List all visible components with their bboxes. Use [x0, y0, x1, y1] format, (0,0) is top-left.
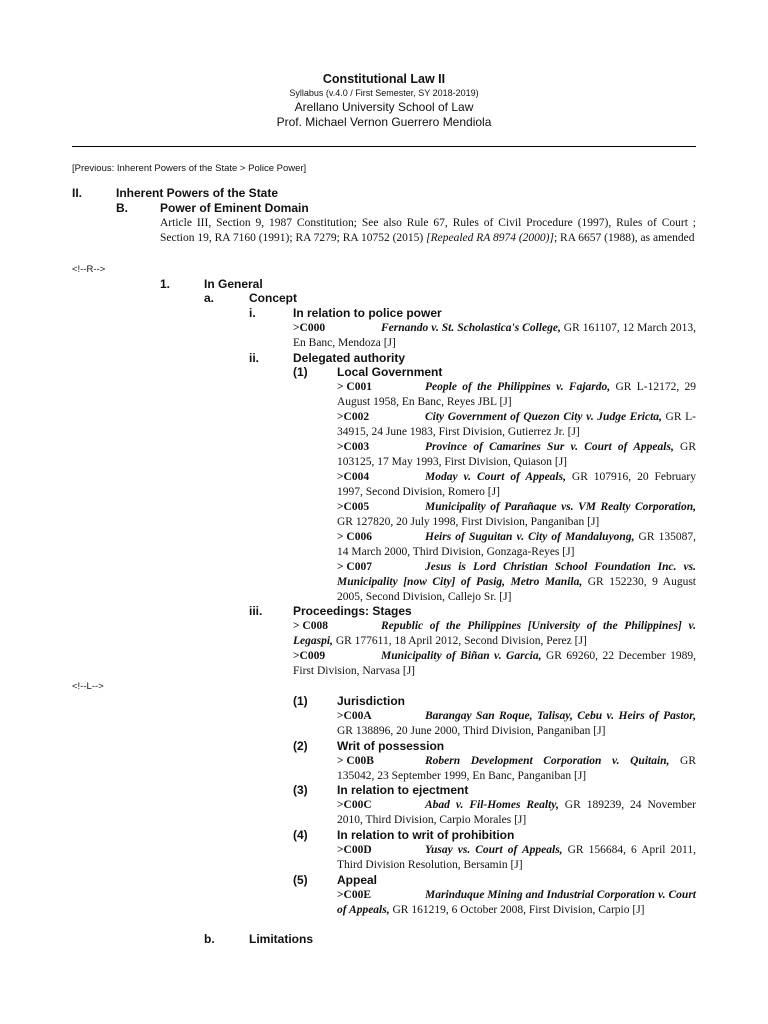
- case-code: > C001: [337, 381, 372, 393]
- case-citation: GR 161107, 12 March 2013, En Banc, Mendoza [J]: [293, 322, 697, 349]
- outline-num-ii-1: (1): [293, 365, 308, 379]
- outline-num-b: b.: [204, 932, 215, 946]
- case-citation: GR 177611, 18 April 2012, Second Division, Perez [J]: [332, 635, 587, 647]
- case-code: >C009: [293, 650, 326, 662]
- case-code: >C00E: [337, 889, 372, 901]
- case-code: >C000: [293, 322, 326, 334]
- case-entry-C00D: [337, 843, 696, 873]
- school-name: Arellano University School of Law: [294, 100, 474, 114]
- case-code: > C006: [337, 531, 372, 543]
- outline-num-iii-5: (5): [293, 873, 308, 887]
- outline-num-iii-3: (3): [293, 783, 308, 797]
- case-code: > C00B: [337, 755, 374, 767]
- references-main: Article III, Section 9, 1987 Constitution; See also Rule 67, Rules of Civil Procedure (1997), Rules of Court ; Section 19, RA 7160 (1991); RA 7279; RA 10752 (2015): [160, 217, 696, 244]
- outline-label-ii: Delegated authority: [293, 351, 406, 365]
- outline-label-iii-1: Jurisdiction: [337, 694, 406, 708]
- case-citation: GR 152230, 9 August 2005, Second Division, Callejo Sr. [J]: [337, 576, 696, 603]
- case-entry-C009: [293, 649, 696, 679]
- case-entry-C00E: [337, 888, 696, 918]
- case-title: Republic of the Philippines [University of the Philippines] v. Legaspi,: [293, 620, 696, 647]
- case-title: Municipality of Parañaque vs. VM Realty Corporation,: [425, 501, 696, 513]
- outline-num-a: a.: [204, 291, 215, 305]
- outline-label-iii-2: Writ of possession: [337, 739, 445, 753]
- case-entry-C007: [337, 560, 696, 605]
- case-citation: GR L-34915, 24 June 1983, First Division, Gutierrez Jr. [J]: [337, 411, 696, 438]
- case-title: Fernando v. St. Scholastica's College,: [381, 322, 561, 334]
- outline-label-iii-3: In relation to ejectment: [337, 783, 469, 797]
- document-subtitle: Syllabus (v.4.0 / First Semester, SY 2018-2019): [289, 88, 479, 98]
- professor-name: Prof. Michael Vernon Guerrero Mendiola: [276, 115, 492, 129]
- outline-num-ii: ii.: [249, 351, 260, 365]
- case-citation: GR 107916, 20 February 1997, Second Division, Romero [J]: [337, 471, 696, 498]
- case-citation: GR 161219, 6 October 2008, First Division, Carpio [J]: [389, 904, 645, 916]
- case-entry-C00A: [337, 709, 696, 739]
- case-entry-C004: [337, 470, 696, 500]
- outline-num-iii-4: (4): [293, 828, 308, 842]
- case-code: > C008: [293, 620, 328, 632]
- outline-num-1: 1.: [160, 277, 171, 291]
- outline-label-ii-1: Local Government: [337, 365, 443, 379]
- case-citation: GR 138896, 20 June 2000, Third Division, Panganiban [J]: [337, 725, 606, 737]
- case-title: Municipality of Biñan v. Garcia,: [381, 650, 542, 662]
- case-entry-C008: [293, 619, 696, 649]
- marker-right: <!--R-->: [72, 264, 106, 275]
- case-entry-C00B: [337, 754, 696, 784]
- case-entry-C001: [337, 380, 696, 410]
- case-citation: GR L-12172, 29 August 1958, En Banc, Reyes JBL [J]: [337, 381, 696, 408]
- outline-num-B: B.: [116, 201, 128, 215]
- outline-label-iii: Proceedings: Stages: [293, 604, 412, 618]
- case-code: >C00A: [337, 710, 372, 722]
- case-code: >C004: [337, 471, 370, 483]
- case-entry-C006: [337, 530, 696, 560]
- case-code: >C005: [337, 501, 370, 513]
- outline-label-B: Power of Eminent Domain: [160, 201, 309, 215]
- case-entry-C000: [293, 321, 696, 351]
- case-title: Province of Camarines Sur v. Court of Appeals,: [425, 441, 674, 453]
- outline-num-iii: iii.: [249, 604, 263, 618]
- case-code: >C002: [337, 411, 370, 423]
- references-repealed: [Repealed RA 8974 (2000)]: [426, 232, 554, 244]
- outline-num-II: II.: [72, 186, 83, 200]
- case-code: >C00C: [337, 799, 372, 811]
- case-citation: GR 135042, 23 September 1999, En Banc, Panganiban [J]: [337, 755, 696, 782]
- case-citation: GR 189239, 24 November 2010, Third Division, Carpio Morales [J]: [337, 799, 696, 826]
- case-title: Barangay San Roque, Talisay, Cebu v. Heirs of Pastor,: [425, 710, 696, 722]
- case-citation: GR 127820, 20 July 1998, First Division, Panganiban [J]: [337, 516, 600, 528]
- outline-label-i: In relation to police power: [293, 306, 442, 320]
- outline-num-iii-1: (1): [293, 694, 308, 708]
- legal-references: [160, 216, 696, 246]
- case-entry-C00C: [337, 798, 696, 828]
- references-tail: ; RA 6657 (1988), as amended: [553, 232, 695, 244]
- case-citation: GR 69260, 22 December 1989, First Division, Narvasa [J]: [293, 650, 696, 677]
- case-code: >C003: [337, 441, 370, 453]
- case-title: People of the Philippines v. Fajardo,: [425, 381, 611, 393]
- case-title: Moday v. Court of Appeals,: [425, 471, 566, 483]
- case-title: Heirs of Suguitan v. City of Mandaluyong,: [425, 531, 635, 543]
- case-citation: GR 103125, 17 May 1993, First Division, Quiason [J]: [337, 441, 696, 468]
- outline-label-II: Inherent Powers of the State: [116, 186, 279, 200]
- outline-label-1: In General: [204, 277, 263, 291]
- case-title: Marinduque Mining and Industrial Corporation v. Court of Appeals,: [337, 889, 696, 916]
- outline-label-a: Concept: [249, 291, 297, 305]
- outline-label-iii-4: In relation to writ of prohibition: [337, 828, 515, 842]
- case-title: Robern Development Corporation v. Quitain,: [425, 755, 670, 767]
- case-title: Jesus is Lord Christian School Foundation Inc. vs. Municipality [now City] of Pasig, Metro Manila,: [337, 561, 696, 588]
- case-entry-C002: [337, 410, 696, 440]
- marker-left: <!--L-->: [72, 681, 104, 692]
- case-entry-C003: [337, 440, 696, 470]
- case-title: Yusay vs. Court of Appeals,: [425, 844, 563, 856]
- case-code: >C00D: [337, 844, 372, 856]
- case-title: Abad v. Fil-Homes Realty,: [425, 799, 559, 811]
- case-citation: GR 135087, 14 March 2000, Third Division, Gonzaga-Reyes [J]: [337, 531, 696, 558]
- previous-section-note: [Previous: Inherent Powers of the State > Police Power]: [72, 163, 307, 174]
- case-code: > C007: [337, 561, 372, 573]
- outline-label-iii-5: Appeal: [337, 873, 378, 887]
- header-divider: [72, 146, 696, 147]
- outline-num-i: i.: [249, 306, 256, 320]
- document-title: Constitutional Law II: [322, 72, 446, 86]
- outline-num-iii-2: (2): [293, 739, 308, 753]
- case-citation: GR 156684, 6 April 2011, Third Division Resolution, Bersamin [J]: [337, 844, 696, 871]
- case-entry-C005: [337, 500, 696, 530]
- outline-label-b: Limitations: [249, 932, 314, 946]
- case-title: City Government of Quezon City v. Judge Ericta,: [425, 411, 662, 423]
